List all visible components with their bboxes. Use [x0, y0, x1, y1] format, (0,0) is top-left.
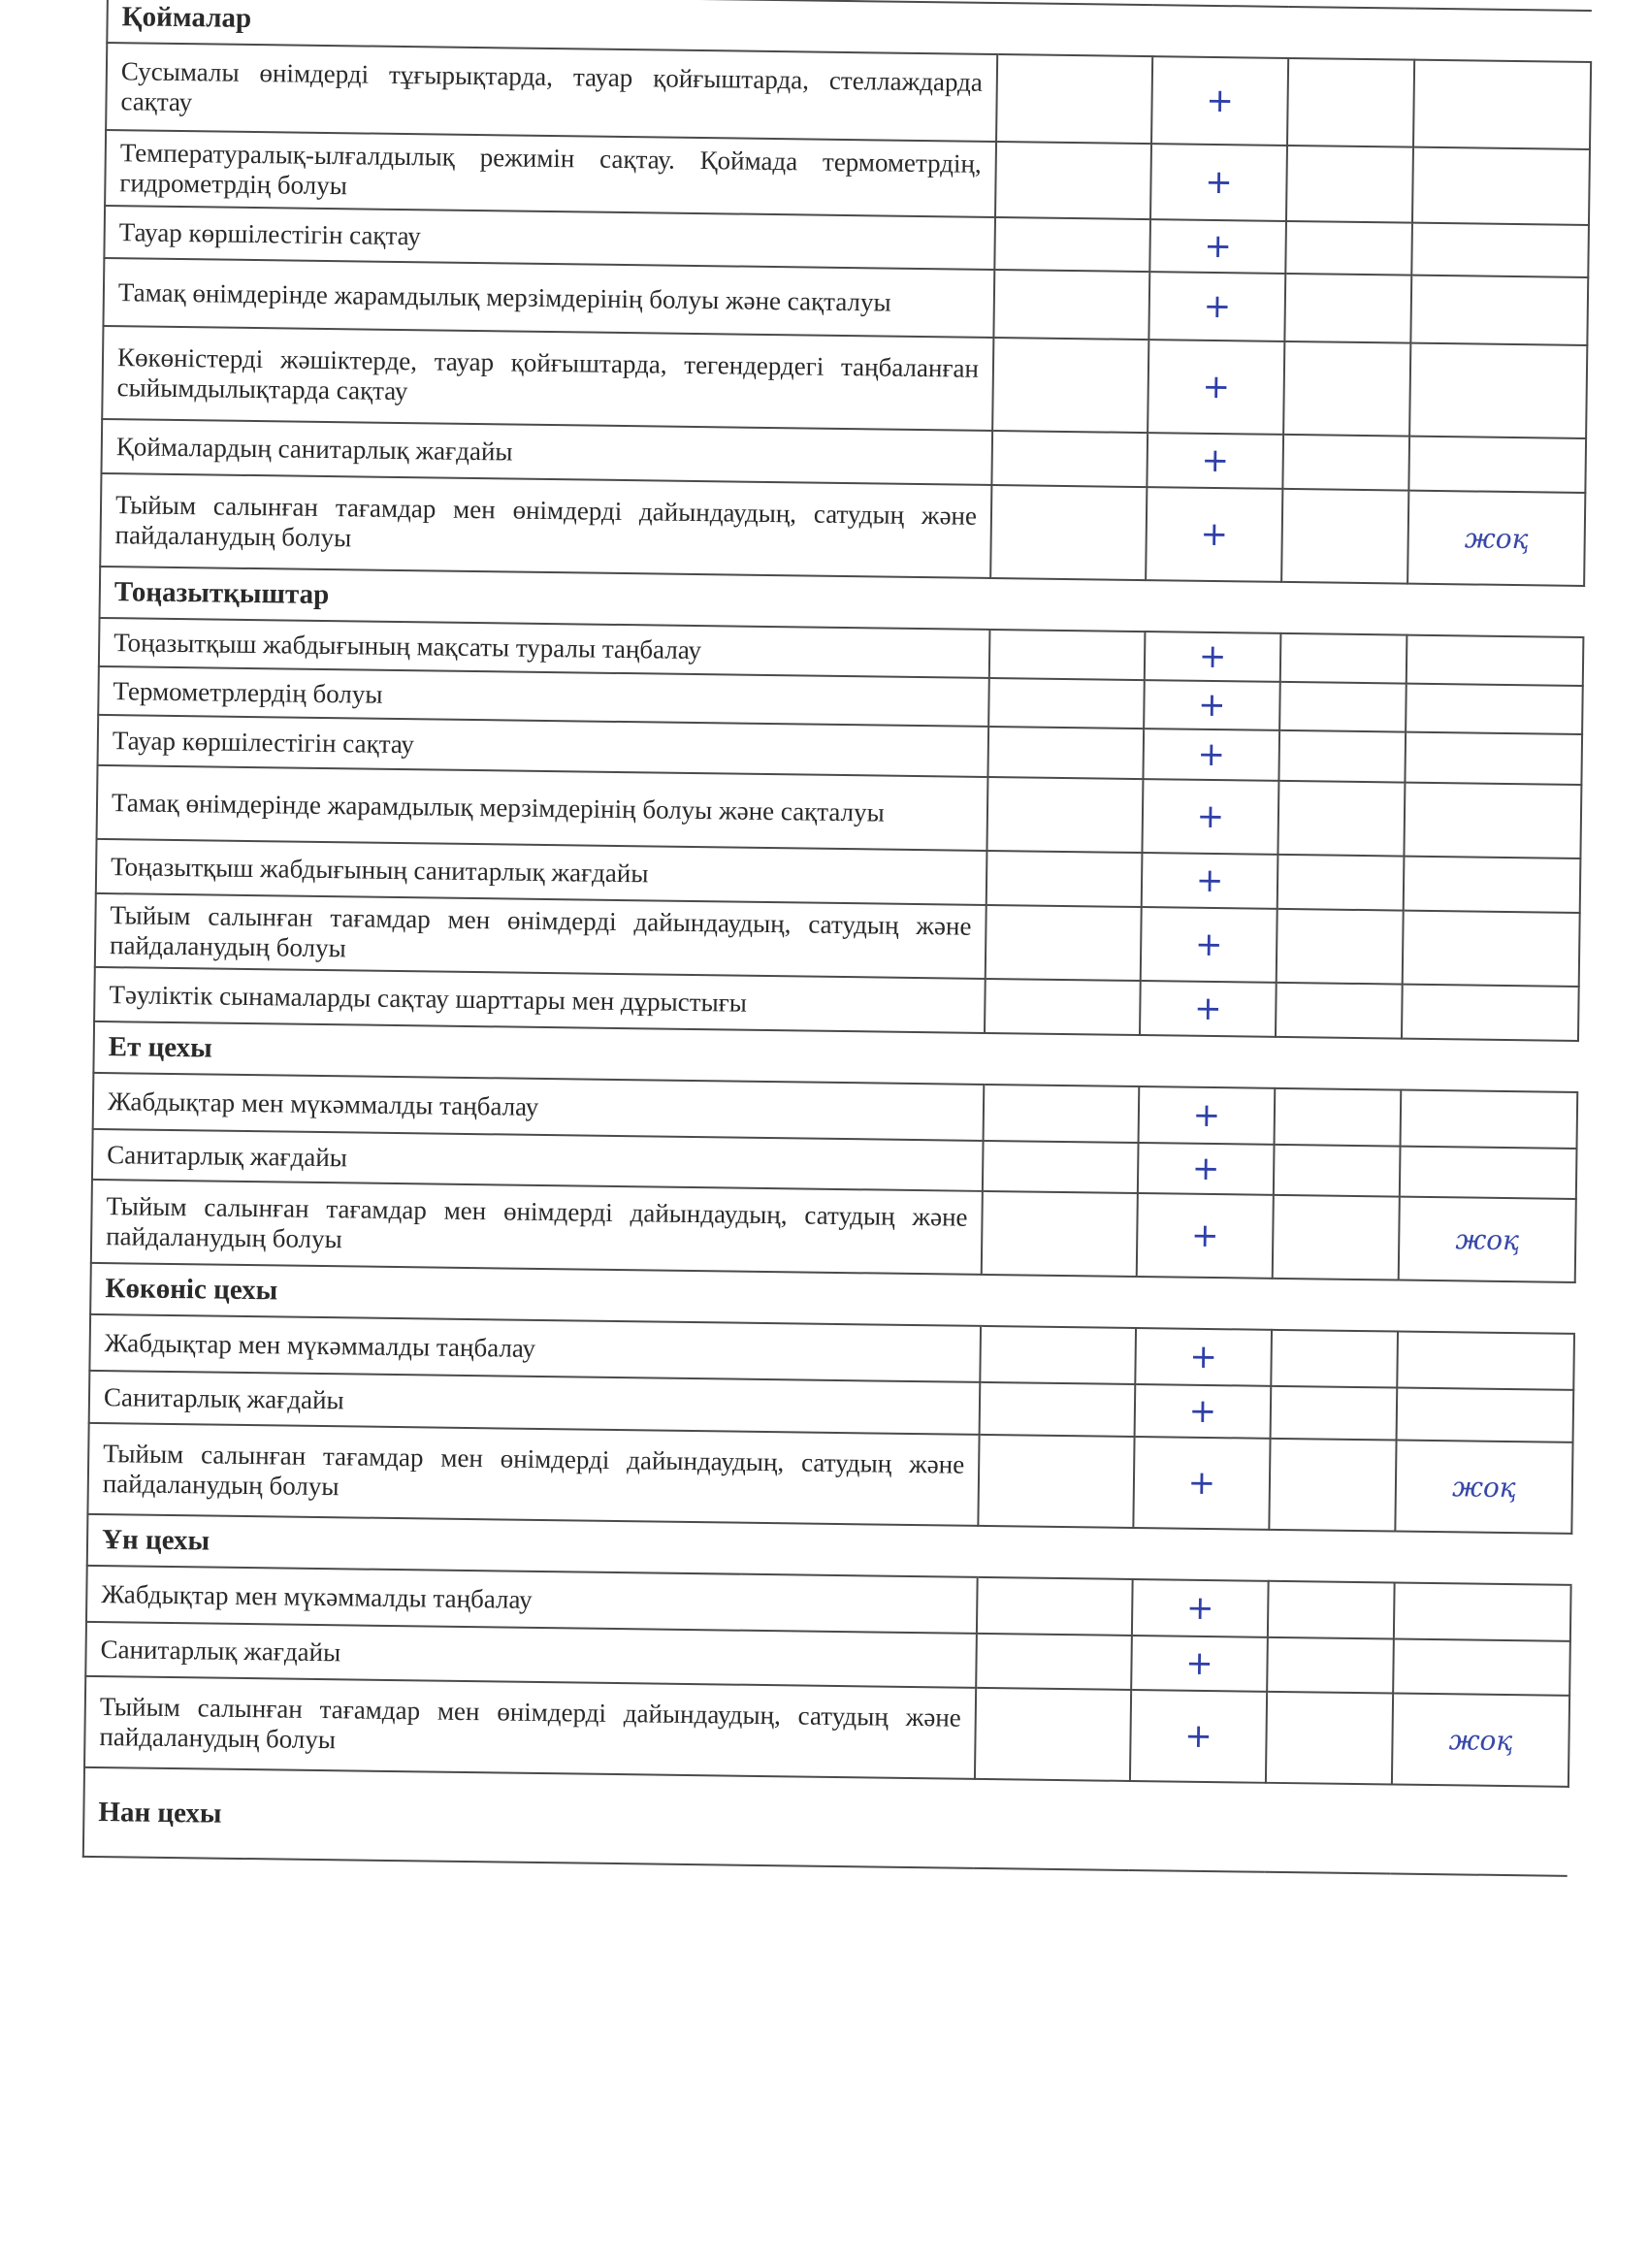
- criterion-text: Температуралық-ылғалдылық режимін сақтау. Қоймада термометрдің, гидрометрдің болуы: [105, 130, 996, 217]
- column-empty-2: [1269, 1439, 1396, 1532]
- handwritten-note: [1403, 911, 1580, 987]
- column-empty-2: [1271, 1386, 1398, 1441]
- handwritten-note: [1402, 985, 1579, 1041]
- column-empty-1: [986, 777, 1143, 853]
- column-empty-1: [991, 431, 1148, 487]
- column-empty-2: [1280, 633, 1407, 684]
- plus-mark: +: [1143, 729, 1279, 781]
- handwritten-note: [1408, 437, 1586, 493]
- column-empty-1: [980, 1326, 1136, 1384]
- column-empty-1: [989, 630, 1146, 680]
- column-empty-2: [1271, 1330, 1398, 1388]
- criterion-text: Санитарлық жағдайы: [85, 1622, 977, 1688]
- column-empty-1: [983, 1141, 1139, 1193]
- plus-mark: +: [1148, 272, 1285, 341]
- criterion-text: Тыйым салынған тағамдар мен өнімдерді дайындаудың, сатудың және пайдаланудың болуы: [91, 1180, 983, 1275]
- column-empty-2: [1267, 1637, 1394, 1694]
- criterion-text: Қоймалардың санитарлық жағдайы: [101, 419, 992, 485]
- handwritten-note: [1397, 1332, 1574, 1390]
- column-empty-2: [1279, 682, 1406, 732]
- section-blank: [974, 1779, 1568, 1876]
- section-blank: [978, 1526, 1572, 1585]
- column-empty-2: [1277, 855, 1405, 911]
- column-empty-2: [1275, 1088, 1402, 1147]
- handwritten-note: жоқ: [1407, 491, 1585, 586]
- section-header: [83, 1767, 1568, 1876]
- criterion-text: Тыйым салынған тағамдар мен өнімдерді дайындаудың, сатудың және пайдаланудың болуы: [87, 1423, 979, 1526]
- criterion-text: Жабдықтар мен мүкәммалды таңбалау: [89, 1314, 981, 1382]
- criterion-text: Тыйым салынған тағамдар мен өнімдерді дайындаудың, сатудың және пайдаланудың болуы: [95, 893, 986, 979]
- handwritten-note: жоқ: [1392, 1694, 1569, 1787]
- criterion-text: Жабдықтар мен мүкәммалды таңбалау: [93, 1073, 985, 1141]
- column-empty-2: [1278, 730, 1406, 783]
- handwritten-note: [1404, 857, 1581, 913]
- criterion-text: Тыйым салынған тағамдар мен өнімдерді дайындаудың, сатудың және пайдаланудың болуы: [100, 473, 991, 578]
- plus-mark: +: [1150, 144, 1287, 221]
- plus-mark: +: [1140, 981, 1277, 1037]
- plus-mark: +: [1147, 433, 1283, 489]
- column-empty-2: [1281, 489, 1408, 584]
- plus-mark: +: [1135, 1328, 1272, 1386]
- handwritten-note: [1406, 684, 1583, 734]
- column-empty-2: [1277, 781, 1405, 857]
- handwritten-note: [1400, 1147, 1577, 1199]
- plus-mark: +: [1141, 907, 1277, 983]
- column-empty-2: [1268, 1581, 1395, 1639]
- criterion-text: Көкөністерді жәшіктерде, тауар қойғыштарда, тегендердегі таңбаланған сыйымдылықтарда сақтау: [102, 326, 993, 431]
- column-empty-2: [1276, 983, 1403, 1039]
- column-empty-1: [993, 270, 1149, 340]
- section-blank: [981, 1275, 1575, 1334]
- plus-mark: +: [1148, 340, 1284, 435]
- column-empty-1: [996, 54, 1152, 144]
- criterion-text: Тамақ өнімдерінде жарамдылық мерзімдерінің болуы және сақталуы: [103, 258, 994, 338]
- criterion-text: Тоңазытқыш жабдығының санитарлық жағдайы: [96, 839, 987, 905]
- section-title: Тоңазытқыштар: [100, 567, 991, 630]
- checklist-table: [82, 0, 1593, 1877]
- criterion-text: Тамақ өнімдерінде жарамдылық мерзімдерінің болуы және сақталуы: [97, 765, 988, 851]
- criterion-text: Тәуліктік сынамаларды сақтау шарттары мен дұрыстығы: [94, 967, 986, 1033]
- handwritten-note: [1413, 60, 1591, 149]
- column-empty-1: [990, 485, 1147, 580]
- column-empty-2: [1285, 221, 1412, 275]
- handwritten-note: жоқ: [1399, 1197, 1576, 1282]
- column-empty-2: [1273, 1195, 1400, 1280]
- checklist-sheet: [82, 0, 1591, 1877]
- criterion-text: Тауар көршілестігін сақтау: [104, 206, 995, 270]
- plus-mark: +: [1146, 487, 1282, 582]
- handwritten-note: [1409, 343, 1587, 438]
- section-blank: [997, 3, 1592, 62]
- column-empty-2: [1286, 146, 1413, 223]
- plus-mark: +: [1142, 853, 1278, 909]
- plus-mark: +: [1144, 680, 1280, 730]
- column-empty-1: [977, 1577, 1133, 1636]
- criterion-text: Санитарлық жағдайы: [89, 1371, 981, 1435]
- section-title: Ұн цехы: [87, 1514, 979, 1577]
- section-blank: [989, 578, 1584, 637]
- column-empty-2: [1282, 435, 1409, 491]
- column-empty-1: [994, 217, 1150, 272]
- column-empty-1: [987, 727, 1144, 779]
- handwritten-note: [1412, 147, 1590, 225]
- plus-mark: +: [1137, 1193, 1274, 1279]
- handwritten-note: жоқ: [1395, 1441, 1572, 1534]
- plus-mark: +: [1139, 1086, 1276, 1145]
- column-empty-2: [1283, 341, 1410, 437]
- column-empty-1: [992, 338, 1148, 433]
- plus-mark: +: [1151, 56, 1288, 146]
- handwritten-note: [1405, 732, 1582, 785]
- criterion-text: Термометрлердің болуы: [98, 666, 989, 727]
- handwritten-note: [1410, 275, 1588, 345]
- column-empty-1: [995, 142, 1151, 219]
- plus-mark: +: [1130, 1690, 1267, 1783]
- handwritten-note: [1406, 635, 1584, 686]
- plus-mark: +: [1145, 632, 1281, 682]
- section-title: Ет цехы: [93, 1021, 985, 1085]
- criterion-text: Жабдықтар мен мүкәммалды таңбалау: [86, 1566, 978, 1634]
- column-empty-2: [1287, 58, 1414, 147]
- section-title: Нан цехы: [83, 1767, 975, 1868]
- column-empty-2: [1274, 1145, 1401, 1197]
- plus-mark: +: [1133, 1437, 1270, 1530]
- plus-mark: +: [1135, 1384, 1272, 1439]
- column-empty-1: [978, 1435, 1134, 1528]
- column-empty-1: [985, 979, 1141, 1035]
- handwritten-note: [1393, 1639, 1570, 1696]
- criterion-text: Тауар көршілестігін сақтау: [98, 715, 989, 777]
- column-empty-1: [988, 678, 1145, 729]
- column-empty-1: [982, 1191, 1138, 1277]
- handwritten-note: [1401, 1090, 1578, 1149]
- plus-mark: +: [1142, 779, 1278, 855]
- section-blank: [984, 1033, 1578, 1092]
- handwritten-note: [1394, 1583, 1571, 1641]
- column-empty-1: [984, 1085, 1140, 1143]
- plus-mark: +: [1138, 1143, 1275, 1195]
- column-empty-1: [975, 1688, 1131, 1781]
- section-title: Қоймалар: [107, 0, 998, 54]
- column-empty-1: [980, 1382, 1136, 1437]
- criterion-text: Тоңазытқыш жабдығының мақсаты туралы таңбалау: [99, 618, 990, 678]
- column-empty-2: [1284, 274, 1411, 343]
- plus-mark: +: [1149, 219, 1286, 274]
- column-empty-2: [1266, 1692, 1393, 1785]
- plus-mark: +: [1131, 1636, 1268, 1692]
- handwritten-note: [1404, 783, 1581, 859]
- column-empty-2: [1277, 909, 1404, 985]
- handwritten-note: [1397, 1388, 1574, 1442]
- handwritten-note: [1411, 223, 1589, 277]
- criterion-text: Тыйым салынған тағамдар мен өнімдерді дайындаудың, сатудың және пайдаланудың болуы: [84, 1676, 976, 1779]
- section-title: Көкөніс цехы: [90, 1263, 982, 1326]
- criterion-text: Сусымалы өнімдерді тұғырықтарда, тауар қойғыштарда, стеллаждарда сақтау: [106, 43, 997, 142]
- column-empty-1: [986, 905, 1142, 981]
- column-empty-1: [976, 1634, 1132, 1690]
- column-empty-1: [986, 851, 1143, 907]
- criterion-text: Санитарлық жағдайы: [92, 1129, 984, 1191]
- plus-mark: +: [1132, 1579, 1269, 1637]
